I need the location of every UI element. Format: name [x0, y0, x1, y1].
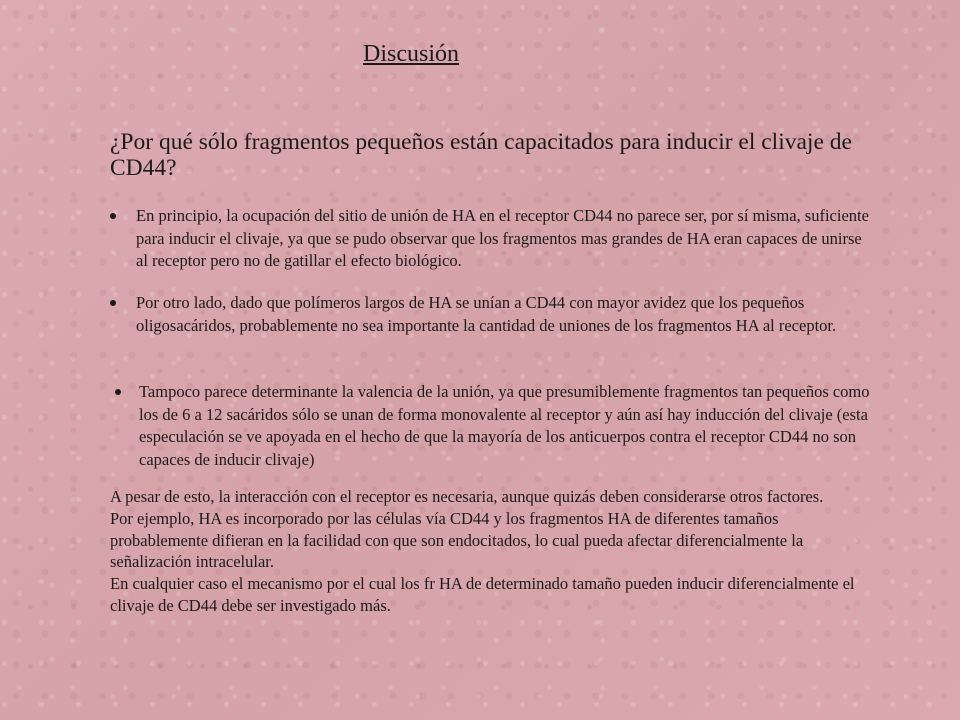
bullet-item: [110, 292, 870, 337]
bullet-item: [110, 205, 870, 273]
conclusion-paragraph: Por ejemplo, HA es incorporado por las células vía CD44 y los fragmentos HA de diferentes tamaños probablemente difieran en la facilidad con que son endocitados, lo cual pueda afectar diferencialmente la señalización intracelular.: [110, 508, 804, 572]
slide-title: Discusión: [363, 41, 459, 67]
conclusion-block: [110, 486, 870, 617]
bullet-item: [115, 381, 875, 471]
conclusion-paragraph: En cualquier caso el mecanismo por el cual los fr HA de determinado tamaño pueden inducir diferencialmente el clivaje de CD44 debe ser investigado más.: [110, 574, 855, 615]
bullet-dot-icon: [110, 213, 116, 219]
bullet-dot-icon: [115, 389, 121, 395]
bullet-dot-icon: [110, 300, 116, 306]
bullet-text: En principio, la ocupación del sitio de unión de HA en el receptor CD44 no parece ser, por sí misma, suficiente para inducir el clivaje, ya que se pudo observar que los fragmentos mas grandes de HA eran capaces de unirse al receptor pero no de gatillar el efecto biológico.: [136, 206, 869, 270]
bullet-text: Tampoco parece determinante la valencia de la unión, ya que presumiblemente fragmentos tan pequeños como los de 6 a 12 sacáridos sólo se unan de forma monovalente al receptor y aún así hay inducción del clivaje (esta especulación se ve apoyada en el hecho de que la mayoría de los anticuerpos contra el receptor CD44 no son capaces de inducir clivaje): [139, 382, 870, 469]
question-heading: ¿Por qué sólo fragmentos pequeños están capacitados para inducir el clivaje de CD44?: [110, 129, 852, 181]
conclusion-paragraph: A pesar de esto, la interacción con el receptor es necesaria, aunque quizás deben considerarse otros factores.: [110, 487, 824, 506]
bullet-text: Por otro lado, dado que polímeros largos de HA se unían a CD44 con mayor avidez que los pequeños oligosacáridos, probablemente no sea importante la cantidad de uniones de los fragmentos HA al receptor.: [136, 293, 837, 335]
